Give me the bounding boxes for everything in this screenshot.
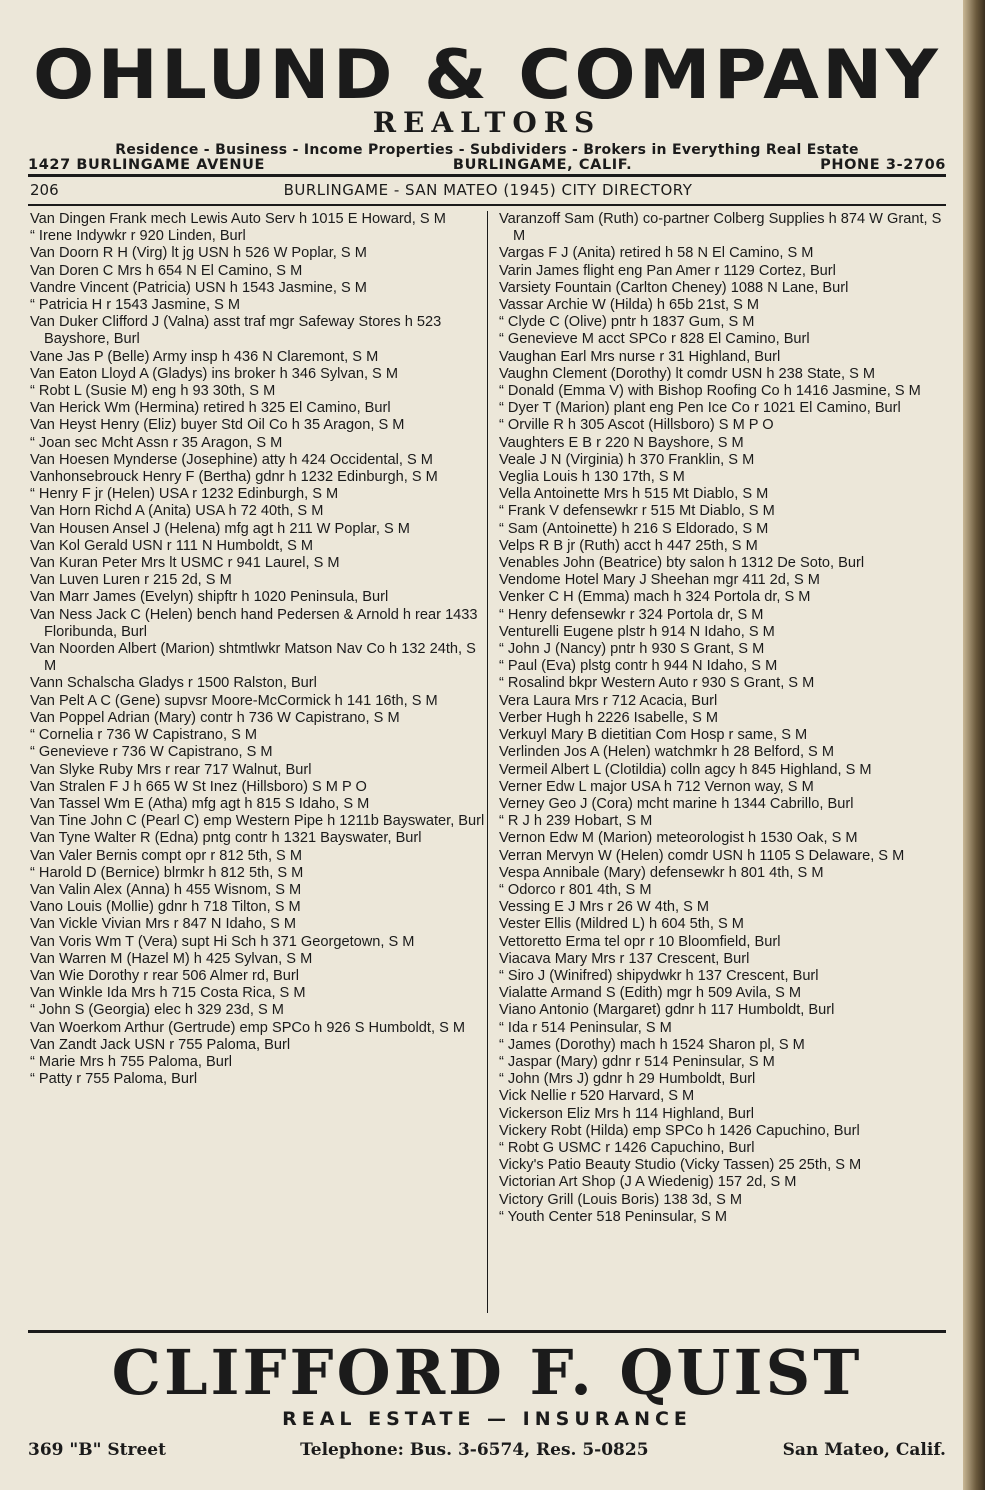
directory-entry: Van Heyst Henry (Eliz) buyer Std Oil Co h 35 Aragon, S M [30, 417, 405, 434]
directory-entry: Van Ness Jack C (Helen) bench hand Pedersen & Arnold h rear 1433 Floribunda, Burl [30, 606, 478, 640]
directory-entry: Van Housen Ansel J (Helena) mfg agt h 211 W Poplar, S M [30, 520, 410, 537]
ohlund-phone: PHONE 3-2706 [820, 157, 946, 173]
directory-entry: Van Voris Wm T (Vera) supt Hi Sch h 371 Georgetown, S M [30, 933, 415, 950]
directory-entry: Van Valer Bernis compt opr r 812 5th, S M [30, 847, 303, 864]
directory-entry: Van Herick Wm (Hermina) retired h 325 El Camino, Burl [30, 400, 391, 417]
ohlund-services: Residence - Business - Income Properties - Subdividers - Brokers in Everything Real Estate [115, 142, 859, 158]
header-top-rule [28, 174, 946, 177]
directory-entry: “ Patty r 755 Paloma, Burl [30, 1071, 198, 1088]
directory-entry: Van Stralen F J h 665 W St Inez (Hillsboro) S M P O [30, 778, 367, 795]
directory-entry: Vettoretto Erma tel opr r 10 Bloomfield, Burl [499, 933, 781, 950]
running-header [30, 181, 946, 199]
directory-entry: Verlinden Jos A (Helen) watchmkr h 28 Belford, S M [499, 744, 834, 761]
directory-entry: Van Horn Richd A (Anita) USA h 72 40th, S M [30, 503, 324, 520]
directory-entry: “ Joan sec Mcht Assn r 35 Aragon, S M [30, 434, 283, 451]
quist-city: San Mateo, Calif. [782, 1440, 946, 1460]
quist-contact-row [28, 1440, 946, 1460]
directory-entry: Van Warren M (Hazel M) h 425 Sylvan, S M [30, 950, 313, 967]
directory-entry: Varsiety Fountain (Carlton Cheney) 1088 N Lane, Burl [499, 279, 849, 296]
directory-entry: “ Ida r 514 Peninsular, S M [499, 1019, 672, 1036]
directory-entry: “ Henry F jr (Helen) USA r 1232 Edinburgh, S M [30, 486, 339, 503]
directory-entry: “ Robt G USMC r 1426 Capuchino, Burl [499, 1139, 755, 1156]
directory-entry: “ Irene Indywkr r 920 Linden, Burl [30, 228, 246, 245]
directory-entry: “ Siro J (Winifred) shipydwkr h 137 Crescent, Burl [499, 967, 819, 984]
directory-entry: Venturelli Eugene plstr h 914 N Idaho, S M [499, 623, 775, 640]
directory-entry: Van Dingen Frank mech Lewis Auto Serv h 1015 E Howard, S M [30, 211, 446, 227]
directory-entry: Van Marr James (Evelyn) shipftr h 1020 Peninsula, Burl [30, 589, 389, 606]
quist-advertisement [28, 1336, 946, 1460]
directory-entry: “ Marie Mrs h 755 Paloma, Burl [30, 1053, 232, 1070]
directory-entry: “ Harold D (Bernice) blrmkr h 812 5th, S M [30, 864, 304, 881]
directory-entry: “ Cornelia r 736 W Capistrano, S M [30, 727, 258, 744]
ohlund-city: BURLINGAME, CALIF. [452, 157, 633, 173]
directory-entry: Victorian Art Shop (J A Wiedenig) 157 2d, S M [499, 1174, 797, 1191]
directory-entry: Vickery Robt (Hilda) emp SPCo h 1426 Capuchino, Burl [499, 1122, 860, 1139]
directory-entry: “ Jaspar (Mary) gdnr r 514 Peninsular, S M [499, 1053, 775, 1070]
directory-entry: “ John S (Georgia) elec h 329 23d, S M [30, 1002, 284, 1019]
directory-entry: “ Frank V defensewkr r 515 Mt Diablo, S M [499, 503, 775, 520]
directory-entry: Van Woerkom Arthur (Gertrude) emp SPCo h 926 S Humboldt, S M [30, 1019, 466, 1036]
directory-entry: Van Duker Clifford J (Valna) asst traf mgr Safeway Stores h 523 Bayshore, Burl [30, 314, 442, 348]
book-spine-edge [963, 0, 985, 1490]
header-bottom-rule [28, 204, 946, 206]
directory-entry: Verber Hugh h 2226 Isabelle, S M [499, 709, 719, 726]
directory-entry: Van Tine John C (Pearl C) emp Western Pipe h 1211b Bayswater, Burl [30, 813, 485, 830]
directory-entry: Vialatte Armand S (Edith) mgr h 509 Avila, S M [499, 985, 802, 1002]
directory-entry: Vespa Annibale (Mary) defensewkr h 801 4th, S M [499, 864, 824, 881]
directory-entry: Veglia Louis h 130 17th, S M [499, 469, 685, 486]
directory-entry: Vane Jas P (Belle) Army insp h 436 N Claremont, S M [30, 348, 379, 365]
directory-entry: Van Tassel Wm E (Atha) mfg agt h 815 S Idaho, S M [30, 795, 370, 812]
column-divider [487, 211, 488, 1313]
directory-entry: Vann Schalscha Gladys r 1500 Ralston, Burl [30, 675, 317, 692]
directory-entry: “ Henry defensewkr r 324 Portola dr, S M [499, 606, 764, 623]
directory-entry: Vaughan Earl Mrs nurse r 31 Highland, Burl [499, 348, 781, 365]
directory-entry: “ Paul (Eva) plstg contr h 944 N Idaho, S M [499, 658, 778, 675]
ohlund-company-name: OHLUND & COMPANY [32, 36, 941, 115]
left-column [30, 211, 488, 1088]
directory-entry: Verkuyl Mary B dietitian Com Hosp r same, S M [499, 727, 808, 744]
directory-entry: Vick Nellie r 520 Harvard, S M [499, 1088, 695, 1105]
right-column [499, 211, 948, 1226]
directory-entry: “ James (Dorothy) mach h 1524 Sharon pl, S M [499, 1036, 805, 1053]
directory-entry: “ Orville R h 305 Ascot (Hillsboro) S M P O [499, 417, 774, 434]
directory-entry: “ John (Mrs J) gdnr h 29 Humboldt, Burl [499, 1071, 756, 1088]
directory-entry: Vanhonsebrouck Henry F (Bertha) gdnr h 1232 Edinburgh, S M [30, 469, 438, 486]
directory-entry: Van Winkle Ida Mrs h 715 Costa Rica, S M [30, 985, 306, 1002]
directory-entry: Verran Mervyn W (Helen) comdr USN h 1105 S Delaware, S M [499, 847, 905, 864]
quist-subtitle: REAL ESTATE — INSURANCE [282, 1408, 692, 1430]
directory-entry: Vera Laura Mrs r 712 Acacia, Burl [499, 692, 718, 709]
quist-name: CLIFFORD F. QUIST [111, 1336, 863, 1409]
directory-entry: “ R J h 239 Hobart, S M [499, 813, 653, 830]
directory-entry: Vickerson Eliz Mrs h 114 Highland, Burl [499, 1105, 754, 1122]
directory-entry: Van Pelt A C (Gene) supvsr Moore-McCormick h 141 16th, S M [30, 692, 438, 709]
directory-entry: Verner Edw L major USA h 712 Vernon way, S M [499, 778, 814, 795]
directory-entry: Vargas F J (Anita) retired h 58 N El Camino, S M [499, 245, 814, 262]
directory-entry: Vernon Edw M (Marion) meteorologist h 1530 Oak, S M [499, 830, 858, 847]
directory-entry: Viano Antonio (Margaret) gdnr h 117 Humboldt, Burl [499, 1002, 835, 1019]
directory-entry: Velps R B jr (Ruth) acct h 447 25th, S M [499, 537, 758, 554]
directory-entry: “ Youth Center 518 Peninsular, S M [499, 1208, 727, 1225]
directory-entry: Verney Geo J (Cora) mcht marine h 1344 Cabrillo, Burl [499, 795, 854, 812]
directory-entry: “ Genevieve r 736 W Capistrano, S M [30, 744, 273, 761]
directory-entry: Venables John (Beatrice) bty salon h 1312 De Soto, Burl [499, 555, 865, 572]
directory-entry: Vester Ellis (Mildred L) h 604 5th, S M [499, 916, 744, 933]
directory-entry: “ Clyde C (Olive) pntr h 1837 Gum, S M [499, 314, 755, 331]
directory-entry: Vessing E J Mrs r 26 W 4th, S M [499, 899, 710, 916]
directory-entry: “ Dyer T (Marion) plant eng Pen Ice Co r 1021 El Camino, Burl [499, 400, 901, 417]
directory-entry: Van Eaton Lloyd A (Gladys) ins broker h 346 Sylvan, S M [30, 365, 399, 382]
directory-entry: Veale J N (Virginia) h 370 Franklin, S M [499, 451, 755, 468]
quist-address: 369 "B" Street [28, 1440, 166, 1460]
directory-entry: “ Sam (Antoinette) h 216 S Eldorado, S M [499, 520, 769, 537]
directory-entry: Van Luven Luren r 215 2d, S M [30, 572, 232, 589]
directory-entry: “ Donald (Emma V) with Bishop Roofing Co h 1416 Jasmine, S M [499, 383, 921, 400]
directory-entry: Vicky's Patio Beauty Studio (Vicky Tassen) 25 25th, S M [499, 1157, 862, 1174]
ohlund-advertisement [28, 36, 946, 173]
directory-columns [30, 211, 948, 1313]
directory-entry: Van Valin Alex (Anna) h 455 Wisnom, S M [30, 881, 302, 898]
quist-phone: Telephone: Bus. 3-6574, Res. 5-0825 [300, 1440, 649, 1460]
directory-entry: Van Noorden Albert (Marion) shtmtlwkr Matson Nav Co h 132 24th, S M [30, 641, 476, 675]
directory-entry: Viacava Mary Mrs r 137 Crescent, Burl [499, 950, 750, 967]
directory-entry: Van Hoesen Mynderse (Josephine) atty h 424 Occidental, S M [30, 451, 433, 468]
directory-entry: Van Poppel Adrian (Mary) contr h 736 W Capistrano, S M [30, 709, 400, 726]
directory-entry: Vandre Vincent (Patricia) USN h 1543 Jasmine, S M [30, 279, 367, 296]
directory-entry: Van Doren C Mrs h 654 N El Camino, S M [30, 262, 303, 279]
ohlund-address: 1427 BURLINGAME AVENUE [28, 157, 266, 173]
footer-rule [28, 1330, 946, 1333]
directory-title: BURLINGAME - SAN MATEO (1945) CITY DIRECTORY [283, 181, 693, 199]
directory-entry: Varanzoff Sam (Ruth) co-partner Colberg Supplies h 874 W Grant, S M [499, 211, 942, 245]
directory-entry: Vano Louis (Mollie) gdnr h 718 Tilton, S M [30, 899, 301, 916]
directory-entry: “ John J (Nancy) pntr h 930 S Grant, S M [499, 641, 765, 658]
directory-entry: “ Genevieve M acct SPCo r 828 El Camino, Burl [499, 331, 810, 348]
directory-entry: Van Kol Gerald USN r 111 N Humboldt, S M [30, 537, 314, 554]
ohlund-subtitle: REALTORS [372, 106, 602, 139]
directory-entry: “ Robt L (Susie M) eng h 93 30th, S M [30, 383, 276, 400]
directory-entry: Van Kuran Peter Mrs lt USMC r 941 Laurel, S M [30, 555, 340, 572]
directory-entry: Van Doorn R H (Virg) lt jg USN h 526 W Poplar, S M [30, 245, 367, 262]
directory-entry: Vendome Hotel Mary J Sheehan mgr 411 2d, S M [499, 572, 820, 589]
directory-entry: Venker C H (Emma) mach h 324 Portola dr, S M [499, 589, 811, 606]
directory-entry: Van Slyke Ruby Mrs r rear 717 Walnut, Burl [30, 761, 312, 778]
directory-entry: Van Zandt Jack USN r 755 Paloma, Burl [30, 1036, 291, 1053]
directory-entry: Vella Antoinette Mrs h 515 Mt Diablo, S M [499, 486, 769, 503]
ohlund-contact-row [28, 157, 946, 173]
directory-entry: Vaughters E B r 220 N Bayshore, S M [499, 434, 744, 451]
directory-entry: Van Tyne Walter R (Edna) pntg contr h 1321 Bayswater, Burl [30, 830, 422, 847]
directory-entry: “ Patricia H r 1543 Jasmine, S M [30, 297, 241, 314]
directory-entry: Vermeil Albert L (Clotildia) colln agcy h 845 Highland, S M [499, 761, 872, 778]
directory-entry: Vassar Archie W (Hilda) h 65b 21st, S M [499, 297, 760, 314]
directory-entry: Victory Grill (Louis Boris) 138 3d, S M [499, 1191, 743, 1208]
directory-entry: Van Vickle Vivian Mrs r 847 N Idaho, S M [30, 916, 297, 933]
directory-entry: Varin James flight eng Pan Amer r 1129 Cortez, Burl [499, 262, 836, 279]
directory-entry: “ Rosalind bkpr Western Auto r 930 S Grant, S M [499, 675, 815, 692]
directory-entry: Vaughn Clement (Dorothy) lt comdr USN h 238 State, S M [499, 365, 876, 382]
directory-entry: “ Odorco r 801 4th, S M [499, 881, 652, 898]
directory-entry: Van Wie Dorothy r rear 506 Almer rd, Burl [30, 967, 300, 984]
page-number: 206 [30, 181, 59, 199]
